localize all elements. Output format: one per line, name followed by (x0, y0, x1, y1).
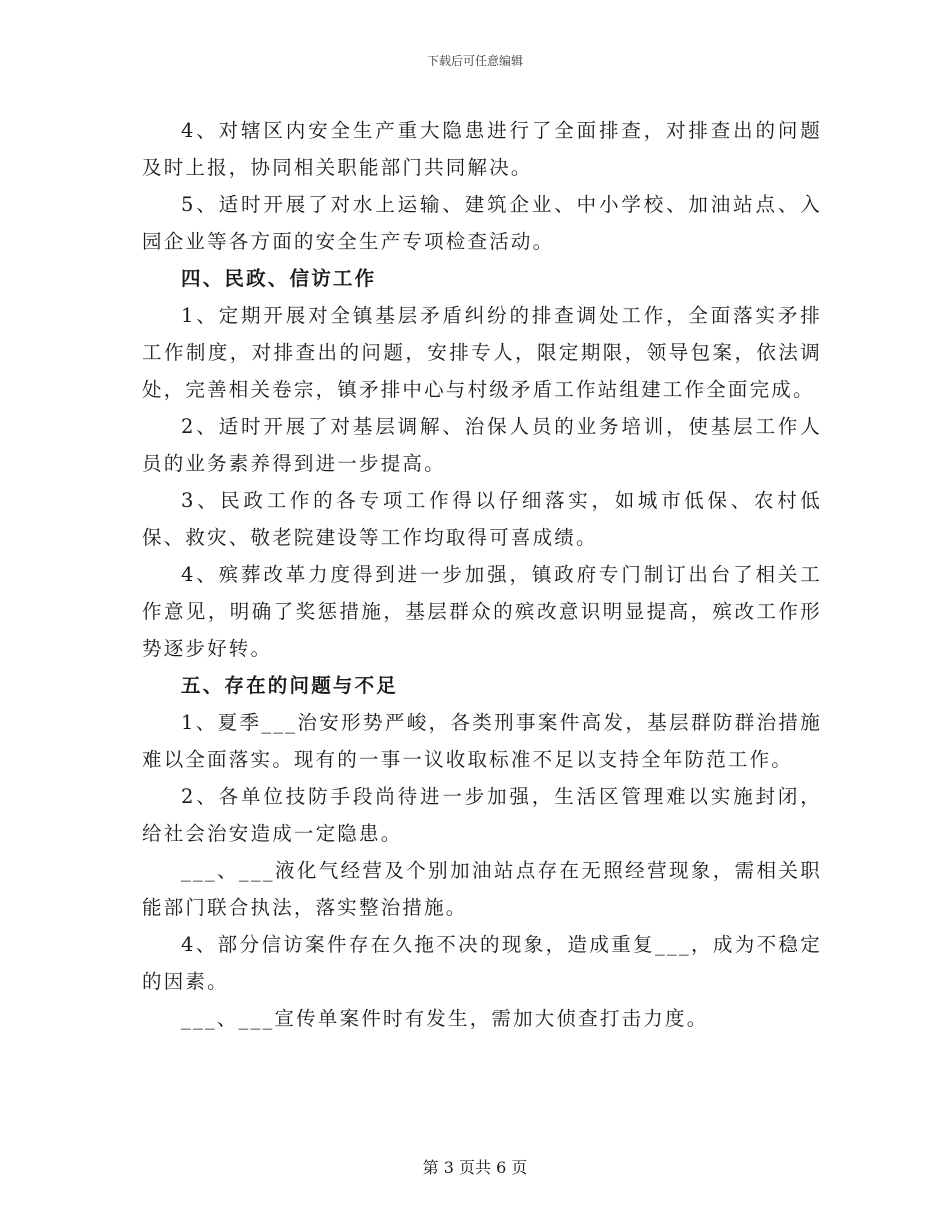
paragraph-problem-5: ___、___宣传单案件时有发生，需加大侦查打击力度。 (181, 1007, 709, 1030)
paragraph-safety-5: 5、适时开展了对水上运输、建筑企业、中小学校、加油站点、入园企业等各方面的安全生产专项检查活动。 (142, 193, 822, 253)
page-number-footer: 第 3 页共 6 页 (422, 1158, 528, 1177)
paragraph-civil-2: 2、适时开展了对基层调解、治保人员的业务培训，使基层工作人员的业务素养得到进一步提高。 (142, 415, 822, 475)
page-header: 下载后可任意编辑 (426, 54, 523, 68)
paragraph-civil-1: 1、定期开展对全镇基层矛盾纠纷的排查调处工作，全面落实矛排工作制度，对排查出的问题，安排专人，限定期限，领导包案，依法调处，完善相关卷宗，镇矛排中心与村级矛盾工作站组建工作全面完成。 (142, 304, 822, 401)
paragraph-problem-1: 1、夏季___治安形势严峻，各类刑事案件高发，基层群防群治措施难以全面落实。现有的一事一议收取标准不足以支持全年防范工作。 (142, 711, 822, 771)
paragraph-problem-4: 4、部分信访案件存在久拖不决的现象，造成重复___，成为不稳定的因素。 (142, 933, 822, 993)
paragraph-problem-3: ___、___液化气经营及个别加油站点存在无照经营现象，需相关职能部门联合执法，落实整治措施。 (142, 859, 822, 919)
paragraph-safety-4: 4、对辖区内安全生产重大隐患进行了全面排查，对排查出的问题及时上报，协同相关职能部门共同解决。 (142, 119, 822, 179)
paragraph-civil-3: 3、民政工作的各专项工作得以仔细落实，如城市低保、农村低保、救灾、敬老院建设等工作均取得可喜成绩。 (142, 489, 822, 549)
paragraph-civil-4: 4、殡葬改革力度得到进一步加强，镇政府专门制订出台了相关工作意见，明确了奖惩措施，基层群众的殡改意识明显提高，殡改工作形势逐步好转。 (142, 563, 822, 660)
section-heading-civil-affairs: 四、民政、信访工作 (181, 267, 377, 290)
section-heading-problems: 五、存在的问题与不足 (181, 674, 399, 697)
paragraph-problem-2: 2、各单位技防手段尚待进一步加强，生活区管理难以实施封闭，给社会治安造成一定隐患。 (142, 785, 822, 845)
document-body (142, 112, 822, 1037)
